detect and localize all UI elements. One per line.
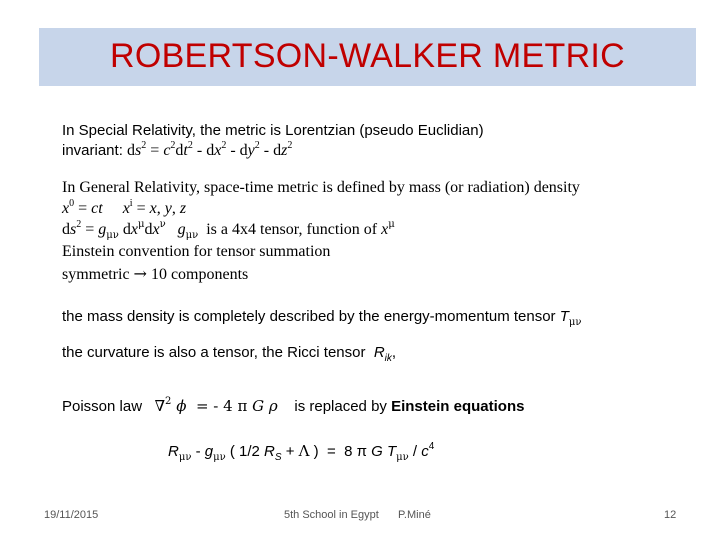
footer-event: 5th School in Egypt [284, 509, 379, 521]
page-number: 12 [664, 509, 677, 521]
gr-line-2: $x^0$ = ct $x^i = x$, y, z [62, 197, 187, 217]
gr-line-3: $ds^2 = g_{\mu\nu}$ $dx^\mu dx^\nu$ $g_{\mu\nu}$ is a 4x4 tensor, function of $x^\mu$ [62, 218, 395, 242]
einstein-equations-label: Einstein equations [391, 398, 525, 415]
title-bar [39, 28, 696, 86]
gr-line-4: Einstein convention for tensor summation [62, 243, 331, 260]
einstein-equation: $R_{\mu\nu} - g_{\mu\nu}$ ( 1/2 $R_S + \Lambda$ ) = 8 π G $T_{\mu\nu} / c^4$ [168, 441, 435, 463]
sr-invariant-formula: $ds^2 = c^2dt^2 - dx^2 - dy^2 - dz^2$ [127, 139, 293, 159]
replaced-text: is replaced by [294, 398, 387, 415]
slide-title: ROBERTSON-WALKER METRIC [109, 37, 626, 75]
sr-line-1: In Special Relativity, the metric is Lorentzian (pseudo Euclidian) [62, 122, 484, 139]
poisson-label: Poisson law [62, 398, 143, 415]
footer-date: 19/11/2015 [44, 509, 99, 521]
poisson-formula: ∇$^2$ ϕ = - 4 π G ρ [154, 396, 278, 415]
gr-line-1: In General Relativity, space-time metric is defined by mass (or radiation) density [62, 179, 580, 196]
footer-author: P.Miné [398, 509, 431, 521]
gr-line-5: symmetric → 10 components [62, 264, 249, 283]
sr-invariant-label: invariant: [62, 142, 128, 159]
sr-line-2 [62, 139, 293, 160]
energy-momentum-line: the mass density is completely described by the energy-momentum tensor $T_{\mu\nu}$ [62, 308, 582, 328]
ricci-line: the curvature is also a tensor, the Ricci tensor $R_{ik}$, [62, 344, 397, 364]
poisson-line [62, 397, 524, 415]
